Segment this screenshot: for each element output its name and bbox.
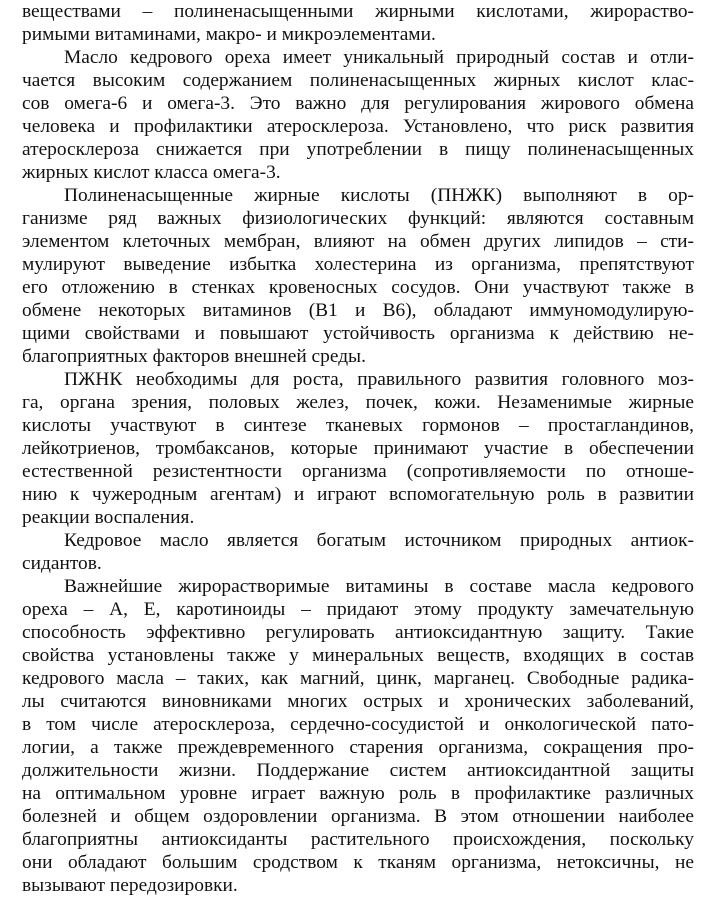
paragraph-1 — [22, 0, 694, 46]
text-line: благоприятных факторов внешней среды. — [22, 346, 366, 367]
text-line: болезней и общем оздоровлении организма. В этом отношении наиболее — [22, 806, 694, 827]
text-line: чается высоким содержанием полиненасыщенных жирных кислот клас- — [22, 70, 694, 91]
text-line: Масло кедрового ореха имеет уникальный природный состав и отли- — [64, 47, 694, 68]
text-line: они обладают большим сродством к тканям организма, нетоксичны, не — [22, 852, 694, 873]
text-line: должительности жизни. Поддержание систем антиоксидантной защиты — [22, 760, 694, 781]
paragraph-3 — [22, 184, 694, 368]
text-line: ганизме ряд важных физиологических функций: являются составным — [22, 208, 694, 229]
paragraph-2 — [22, 46, 694, 184]
text-line: свойства установлены также у минеральных веществ, входящих в состав — [22, 645, 694, 666]
text-line: лы считаются виновниками многих острых и хронических заболеваний, — [22, 691, 694, 712]
text-line: кислоты участвуют в синтезе тканевых гормонов – простагландинов, — [22, 415, 694, 436]
text-line: человека и профилактики атеросклероза. Установлено, что риск развития — [22, 116, 694, 137]
text-line: нию к чужеродным агентам) и играют вспомогательную роль в развитии — [22, 484, 694, 505]
text-line: Кедровое масло является богатым источником природных антиок- — [64, 530, 694, 551]
paragraph-4 — [22, 368, 694, 529]
text-line: сидантов. — [22, 553, 102, 574]
text-line: ПЖНК необходимы для роста, правильного развития головного моз- — [64, 369, 694, 390]
text-line: логии, а также преждевременного старения организма, сокращения про- — [22, 737, 694, 758]
paragraph-5 — [22, 529, 694, 575]
text-line: благоприятны антиоксиданты растительного происхождения, поскольку — [22, 829, 694, 850]
text-line: веществами – полиненасыщенными жирными кислотами, жирораство- — [22, 1, 694, 22]
text-line: га, органа зрения, половых желез, почек, кожи. Незаменимые жирные — [22, 392, 694, 413]
text-line: способность эффективно регулировать антиоксидантную защиту. Такие — [22, 622, 694, 643]
text-line: на оптимальном уровне играет важную роль в профилактике различных — [22, 783, 694, 804]
text-line: сов омега-6 и омега-3. Это важно для регулирования жирового обмена — [22, 93, 694, 114]
text-line: атеросклероза снижается при употреблении в пищу полиненасыщенных — [22, 139, 694, 160]
paragraph-6 — [22, 575, 694, 897]
text-line: Полиненасыщенные жирные кислоты (ПНЖК) выполняют в ор- — [64, 185, 694, 206]
text-line: в том числе атеросклероза, сердечно-сосудистой и онкологической пато- — [22, 714, 694, 735]
text-line: кедрового масла – таких, как магний, цинк, марганец. Свободные радика- — [22, 668, 694, 689]
text-line: лейкотриенов, тромбаксанов, которые принимают участие в обеспечении — [22, 438, 694, 459]
text-line: Важнейшие жирорастворимые витамины в составе масла кедрового — [64, 576, 694, 597]
text-line: естественной резистентности организма (сопротивляемости по отноше- — [22, 461, 694, 482]
text-line: мулируют выведение избытка холестерина из организма, препятствуют — [22, 254, 694, 275]
text-line: его отложению в стенках кровеносных сосудов. Они участвуют также в — [22, 277, 694, 298]
text-line: реакции воспаления. — [22, 507, 195, 528]
text-line: римыми витаминами, макро- и микроэлементами. — [22, 24, 436, 45]
text-line: щими свойствами и повышают устойчивость организма к действию не- — [22, 323, 694, 344]
text-line: обмене некоторых витаминов (В1 и В6), обладают иммуномодулирую- — [22, 300, 694, 321]
text-line: вызывают передозировки. — [22, 875, 238, 896]
document-page — [22, 0, 694, 897]
text-line: ореха – А, Е, каротиноиды – придают этому продукту замечательную — [22, 599, 694, 620]
text-line: элементом клеточных мембран, влияют на обмен других липидов – сти- — [22, 231, 694, 252]
text-line: жирных кислот класса омега-3. — [22, 162, 281, 183]
